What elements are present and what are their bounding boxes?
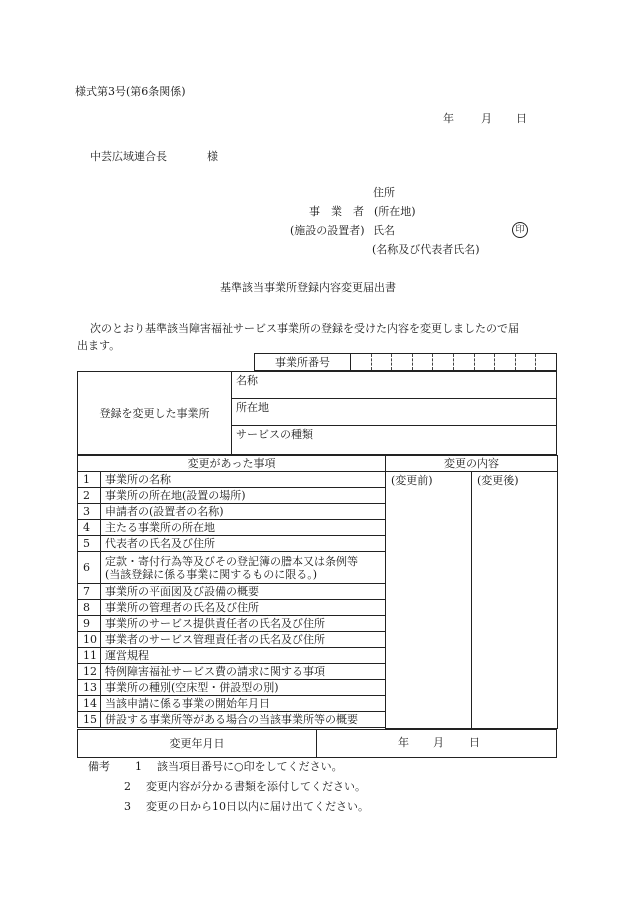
- office-number-digit[interactable]: [536, 354, 557, 371]
- form-number: 様式第3号(第6条関係): [75, 85, 186, 98]
- item-text: 定款・寄付行為等及びその登記簿の謄本又は条例等: [105, 554, 358, 568]
- registered-office-table: [77, 371, 557, 455]
- notes-section: [88, 759, 369, 819]
- item-text: 事業者のサービス管理責任者の氏名及び住所: [101, 632, 386, 648]
- item-number[interactable]: 8: [78, 600, 101, 616]
- item-text: 当該申請に係る事業の開始年月日: [101, 696, 386, 712]
- office-number-row: [254, 353, 557, 371]
- date-year-label: 年: [443, 112, 454, 125]
- item-number[interactable]: 11: [78, 648, 101, 664]
- office-location-field[interactable]: [232, 399, 557, 426]
- change-date-field[interactable]: [317, 729, 557, 757]
- item-number[interactable]: 7: [78, 584, 101, 600]
- office-number-digit[interactable]: [392, 354, 413, 371]
- item-text: 事業所の管理者の氏名及び住所: [101, 600, 386, 616]
- business-operator-label: 事 業 者: [309, 205, 364, 218]
- item-text: 代表者の氏名及び住所: [101, 536, 386, 552]
- date-day-label: 日: [516, 112, 527, 125]
- item-number[interactable]: 5: [78, 536, 101, 552]
- before-change-field[interactable]: [386, 472, 472, 729]
- item-number[interactable]: 2: [78, 488, 101, 504]
- item-text-multiline: [101, 552, 386, 584]
- item-number[interactable]: 9: [78, 616, 101, 632]
- change-date-year: 年: [398, 736, 409, 749]
- recipient-honorific: 様: [207, 150, 218, 163]
- content-header: 変更の内容: [386, 456, 558, 472]
- document-title: 基準該当事業所登録内容変更届出書: [220, 281, 396, 294]
- office-number-digit[interactable]: [412, 354, 433, 371]
- items-header: 変更があった事項: [78, 456, 386, 472]
- date-month-label: 月: [481, 112, 492, 125]
- note-text: 該当項目番号に○印をしてください。: [157, 760, 343, 773]
- location-label: (所在地): [374, 205, 416, 218]
- item-number[interactable]: 14: [78, 696, 101, 712]
- office-name-label: 名称: [236, 374, 258, 387]
- note-text: 変更の日から10日以内に届け出てください。: [146, 800, 369, 813]
- after-change-label: (変更後): [477, 474, 519, 487]
- item-text: 併設する事業所等がある場合の当該事業所等の概要: [101, 712, 386, 728]
- change-date-table: [77, 729, 557, 758]
- change-items-table: [77, 455, 558, 729]
- office-number-digit[interactable]: [351, 354, 372, 371]
- note-text: 変更内容が分かる書類を添付してください。: [146, 780, 366, 793]
- note-number: 3: [124, 800, 131, 813]
- office-number-digit[interactable]: [495, 354, 516, 371]
- item-text: 事業所の種別(空床型・併設型の別): [101, 680, 386, 696]
- applicant-name-label: 氏名: [373, 224, 395, 237]
- item-number[interactable]: 13: [78, 680, 101, 696]
- item-text-note: (当該登録に係る事業に関するものに限る。): [105, 567, 318, 581]
- registered-office-label: 登録を変更した事業所: [78, 372, 232, 455]
- facility-founder-label: (施設の設置者): [290, 224, 365, 237]
- name-note: (名称及び代表者氏名): [372, 243, 480, 256]
- item-text: 申請者の(設置者の名称): [101, 504, 386, 520]
- office-number-digit[interactable]: [371, 354, 392, 371]
- change-date-month: 月: [433, 736, 444, 749]
- intro-line-1: 次のとおり基準該当障害福祉サービス事業所の登録を受けた内容を変更しましたので届: [90, 322, 519, 335]
- item-number[interactable]: 3: [78, 504, 101, 520]
- before-change-label: (変更前): [391, 474, 433, 487]
- service-type-field[interactable]: [232, 426, 557, 455]
- item-number[interactable]: 12: [78, 664, 101, 680]
- office-number-digit[interactable]: [433, 354, 454, 371]
- office-number-digit[interactable]: [474, 354, 495, 371]
- registration-change-form: [77, 371, 557, 758]
- item-text: 事業所の名称: [101, 472, 386, 488]
- address-label: 住所: [373, 186, 395, 199]
- item-text: 事業所の平面図及び設備の概要: [101, 584, 386, 600]
- item-text: 事業所のサービス提供責任者の氏名及び住所: [101, 616, 386, 632]
- change-date-day: 日: [469, 736, 480, 749]
- office-number-digit[interactable]: [453, 354, 474, 371]
- after-change-field[interactable]: [472, 472, 558, 729]
- office-name-field[interactable]: [232, 372, 557, 399]
- recipient-name: 中芸広域連合長: [90, 150, 167, 163]
- office-location-label: 所在地: [236, 401, 269, 414]
- item-number[interactable]: 10: [78, 632, 101, 648]
- item-number[interactable]: 4: [78, 520, 101, 536]
- item-text: 特例障害福祉サービス費の請求に関する事項: [101, 664, 386, 680]
- office-number-digit[interactable]: [515, 354, 536, 371]
- service-type-label: サービスの種類: [236, 428, 313, 441]
- note-number: 2: [124, 780, 131, 793]
- intro-line-2: 出ます。: [77, 339, 121, 352]
- item-number[interactable]: 1: [78, 472, 101, 488]
- office-number-label: 事業所番号: [255, 354, 351, 371]
- note-number: 1: [135, 760, 142, 773]
- seal-mark: 印: [512, 222, 528, 238]
- item-number[interactable]: 6: [78, 552, 101, 584]
- item-text: 主たる事業所の所在地: [101, 520, 386, 536]
- item-number[interactable]: 15: [78, 712, 101, 728]
- item-text: 事業所の所在地(設置の場所): [101, 488, 386, 504]
- notes-label: 備考: [88, 760, 110, 773]
- item-text: 運営規程: [101, 648, 386, 664]
- change-date-label: 変更年月日: [78, 729, 317, 757]
